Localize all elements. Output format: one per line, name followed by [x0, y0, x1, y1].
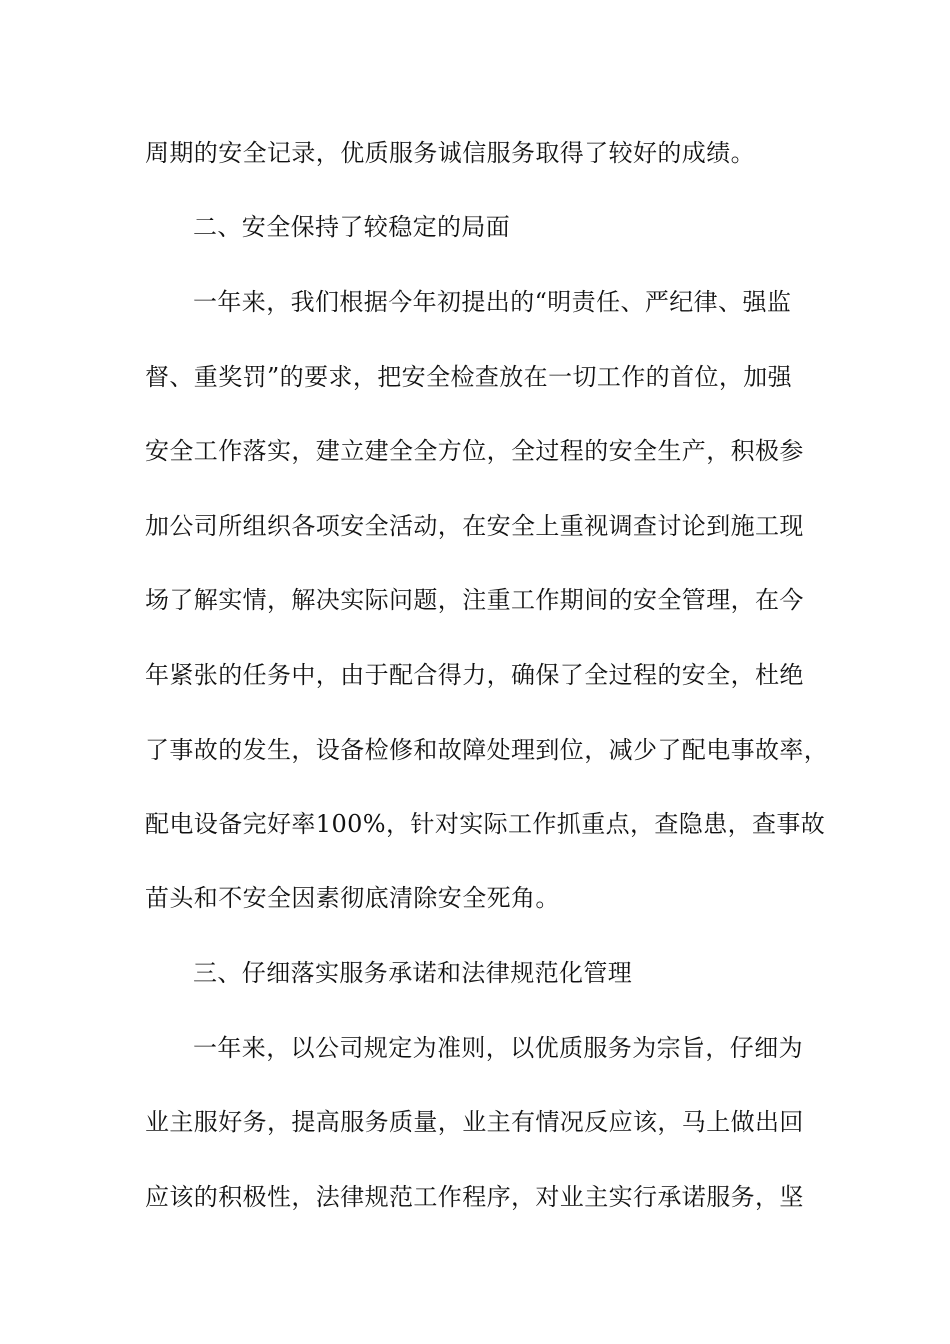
paragraph-line: 督、重奖罚”的要求，把安全检查放在一切工作的首位，加强 [145, 363, 793, 391]
paragraph-line: 周期的安全记录，优质服务诚信服务取得了较好的成绩。 [145, 139, 755, 167]
paragraph-line: 加公司所组织各项安全活动，在安全上重视调查讨论到施工现 [145, 512, 804, 540]
paragraph-line: 安全工作落实，建立建全全方位，全过程的安全生产，积极参 [145, 437, 804, 465]
paragraph-line: 业主服好务，提高服务质量，业主有情况反应该，马上做出回 [145, 1108, 804, 1136]
paragraph-line: 了事故的发生，设备检修和故障处理到位，减少了配电事故率， [145, 736, 829, 764]
paragraph-line: 一年来，我们根据今年初提出的“明责任、严纪律、强监 [193, 288, 792, 316]
paragraph-line: 一年来，以公司规定为准则，以优质服务为宗旨，仔细为 [193, 1034, 803, 1062]
section-heading: 二、安全保持了较稳定的局面 [193, 213, 511, 241]
paragraph-line: 年紧张的任务中，由于配合得力，确保了全过程的安全，杜绝 [145, 661, 804, 689]
paragraph-line: 场了解实情，解决实际问题，注重工作期间的安全管理，在今 [145, 586, 804, 614]
section-heading: 三、仔细落实服务承诺和法律规范化管理 [193, 959, 633, 987]
paragraph-line: 配电设备完好率100%，针对实际工作抓重点，查隐患，查事故 [145, 810, 826, 838]
paragraph-line: 苗头和不安全因素彻底清除安全死角。 [145, 884, 560, 912]
paragraph-line: 应该的积极性，法律规范工作程序，对业主实行承诺服务，坚 [145, 1183, 804, 1211]
